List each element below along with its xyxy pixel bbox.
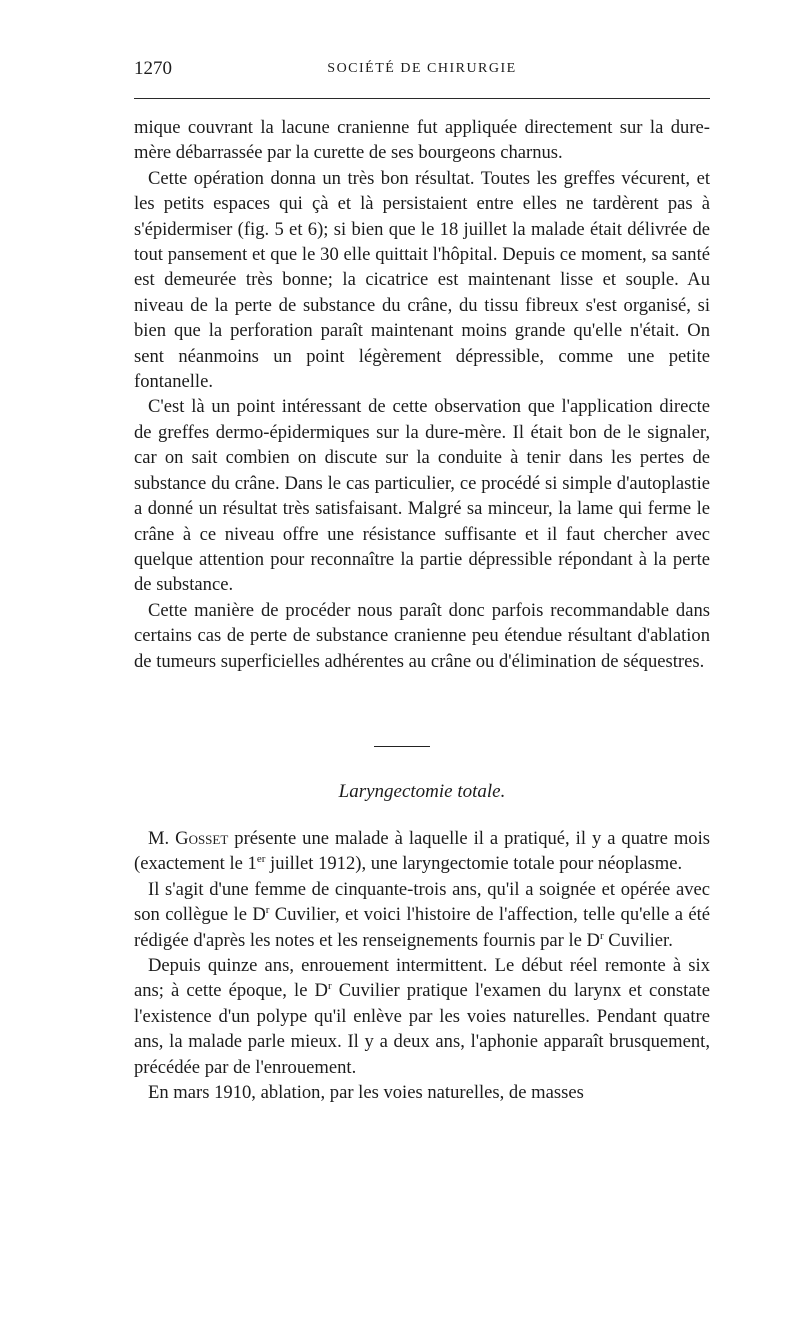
paragraph-1: mique couvrant la lacune cranienne fut appliquée directement sur la dure-mère débarrassée par la curette de ses bourgeons charnus. — [134, 117, 710, 164]
header-rule — [134, 98, 710, 99]
p5-text-b: présente une malade à laquelle il a pratiqué, il y a quatre mois (exactement le 1 — [134, 828, 710, 875]
paragraph-6 — [134, 877, 710, 953]
p6-text-a: Il s'agit d'une femme de cinquante-trois ans, qu'il a soignée et opérée avec son collègue le D — [134, 878, 710, 926]
p6-text-c: Cuvilier. — [603, 929, 673, 951]
author-name: Gosset — [175, 828, 229, 849]
paragraph-8: En mars 1910, ablation, par les voies naturelles, de masses — [148, 1082, 584, 1104]
page-number: 1270 — [134, 58, 172, 79]
doctor-superscript: r — [599, 929, 604, 942]
p5-text-c: juillet 1912), une laryngectomie totale pour néoplasme. — [265, 853, 683, 875]
p5-text-a: M. — [148, 828, 176, 849]
body-text-bottom — [134, 826, 710, 1105]
paragraph-3: C'est là un point intéressant de cette observation que l'application directe de greffes dermo-épidermiques sur la dure-mère. Il était bon de le signaler, car on sait combien on discute sur la conduite à tenir dans les pertes de substance du crâne. Dans le cas particulier, ce procédé si simple d'autoplastie a donné un résultat très satisfaisant. Malgré sa minceur, la lame qui ferme le crâne à ce niveau offre une résistance suffisante et il faut chercher avec quelque attention pour reconnaître la partie dépressible répondant à la perte de substance. — [134, 396, 710, 596]
paragraph-7 — [134, 953, 710, 1080]
doctor-superscript: r — [265, 904, 270, 917]
section-separator — [374, 746, 430, 747]
ordinal-superscript: er — [256, 853, 266, 866]
doctor-superscript: r — [327, 980, 332, 993]
section-title: Laryngectomie totale. — [338, 781, 506, 802]
paragraph-4: Cette manière de procéder nous paraît donc parfois recommandable dans certains cas de perte de substance cranienne peu étendue résultant d'ablation de tumeurs superficielles adhérentes au crâne ou d'élimination de séquestres. — [134, 599, 710, 672]
body-text-top — [134, 115, 710, 674]
paragraph-5 — [134, 826, 710, 877]
p7-text-b: Cuvilier pratique l'examen du larynx et constate l'existence d'un polype qu'il enlève par les voies naturelles. Pendant quatre ans, la malade parle mieux. Il y a deux ans, l'aphonie apparaît brusquement, précédée par de l'enrouement. — [134, 980, 710, 1078]
running-title: SOCIÉTÉ DE CHIRURGIE — [327, 61, 517, 76]
p7-text-a: Depuis quinze ans, enrouement intermittent. Le début réel remonte à six ans; à cette époque, le D — [134, 955, 710, 1002]
page-header — [134, 58, 710, 86]
paragraph-2: Cette opération donna un très bon résultat. Toutes les greffes vécurent, et les petits espaces qui çà et là persistaient entre elles ne tardèrent pas à s'épidermiser (fig. 5 et 6); si bien que le 18 juillet la malade était délivrée de tout pansement et que le 30 elle quittait l'hôpital. Depuis ce moment, sa santé est demeurée très bonne; la cicatrice est maintenant lisse et souple. Au niveau de la perte de substance du crâne, du tissu fibreux s'est organisé, si bien que la perforation paraît maintenant moins grande qu'elle n'était. On sent néanmoins un point légèrement dépressible, comme une petite fontanelle. — [134, 167, 710, 393]
p6-text-b: Cuvilier, et voici l'histoire de l'affection, telle qu'elle a été rédigée d'après les notes et les renseignements fournis par le D — [134, 904, 710, 951]
